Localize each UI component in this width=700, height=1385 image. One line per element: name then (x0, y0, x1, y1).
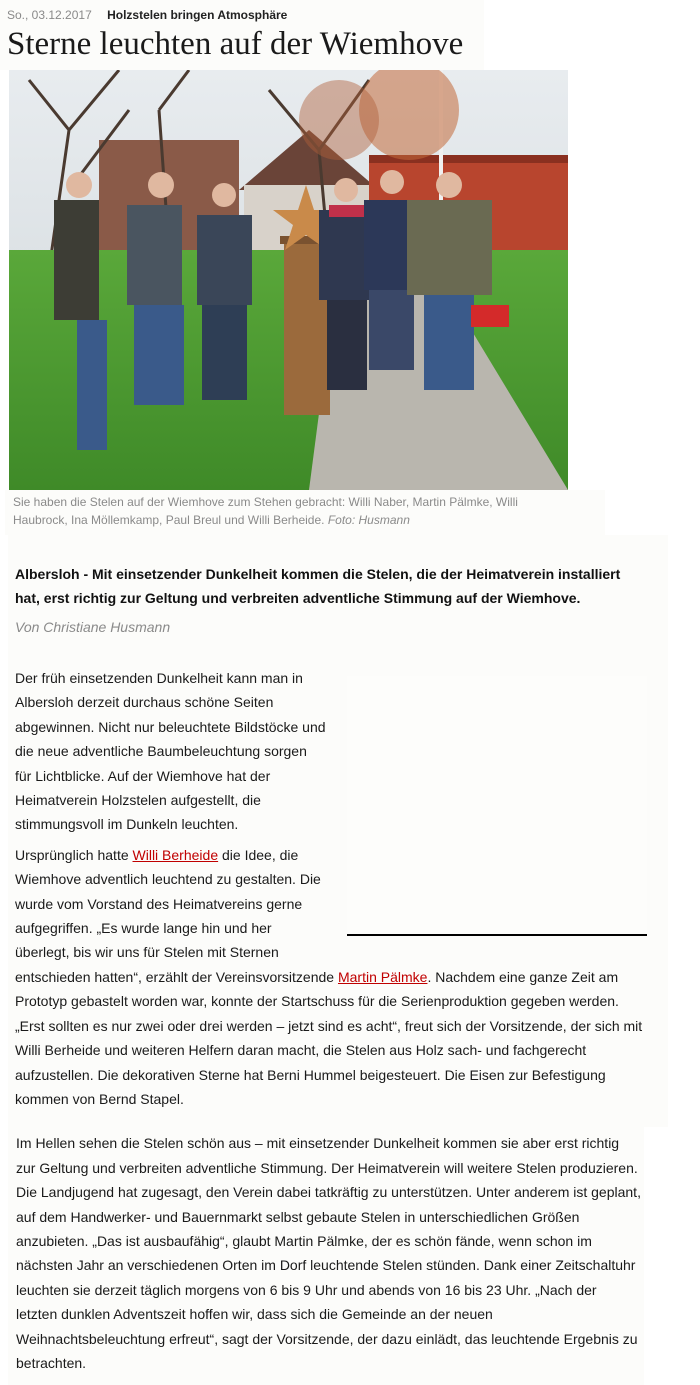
ad-placeholder (347, 676, 647, 936)
article-lead: Albersloh - Mit einsetzender Dunkelheit kommen die Stelen, die der Heimatverein installiert hat, erst richtig zur Geltung und verbreiten adventliche Stimmung auf der Wiemhove. (15, 566, 621, 606)
publish-date: So., 03.12.2017 (7, 8, 92, 22)
photo-caption (13, 493, 573, 529)
link-willi-berheide[interactable]: Willi Berheide (132, 846, 219, 863)
article-meta (7, 8, 287, 22)
paragraph-2-text: . Nachdem eine ganze Zeit am Prototyp gebastelt worden war, konnte der Startschuss für die Serienproduktion gegeben werden. „Erst sollten es nur zwei oder drei werden – jetzt sind es acht“, freut sich der Vorsitzende, der sich mit Willi Berheide und weiteren Helfern daran macht, die Stelen aus Holz sach- und fachgerecht aufzustellen. Die dekorativen Sterne hat Berni Hummel beigesteuert. Die Eisen zur Befestigung kommen von Bernd Stapel. (15, 968, 643, 1107)
headline: Sterne leuchten auf der Wiemhove (7, 26, 464, 62)
paragraph-1: Der früh einsetzenden Dunkelheit kann man in Albersloh derzeit durchaus schöne Seiten abgewinnen. Nicht nur beleuchtete Bildstöcke und die neue adventliche Baumbeleuchtung sorgen für Lichtblicke. Auf der Wiemhove hat der Heimatverein Holzstelen aufgestellt, die stimmungsvoll im Dunkeln leuchten. (15, 670, 326, 833)
photo-credit: Foto: Husmann (327, 513, 410, 527)
kicker: Holzstelen bringen Atmosphäre (107, 8, 288, 22)
article-photo[interactable] (9, 70, 568, 490)
caption-box (5, 490, 605, 535)
article-body-box (8, 535, 668, 1127)
caption-text: Sie haben die Stelen auf der Wiemhove zum Stehen gebracht: Willi Naber, Martin Pälmke, Willi Haubrock, Ina Möllemkamp, Paul Breul und Willi Berheide. (13, 495, 518, 527)
byline: Von Christiane Husmann (15, 619, 171, 635)
paragraph-3-box (8, 1127, 644, 1385)
article-flow (5, 490, 668, 1385)
paragraph-2-text: die Idee, die Wiemhove adventlich leuchtend zu gestalten. Die wurde vom Vorstand des Heimatvereins gerne aufgegriffen. „Es wurde lange hin und her überlegt, bis wir uns für Stelen mit Sternen entschieden hatten“, erzählt der Vereinsvorsitzende (15, 846, 338, 985)
article-body (15, 666, 647, 1111)
link-martin-paelmke[interactable]: Martin Pälmke (337, 968, 428, 985)
paragraph-3: Im Hellen sehen die Stelen schön aus – mit einsetzender Dunkelheit kommen sie aber erst richtig zur Geltung und verbreiten adventliche Stimmung. Der Heimatverein will weitere Stelen produzieren. Die Landjugend hat zugesagt, den Verein dabei tatkräftig zu unterstützen. Unter anderem ist geplant, auf dem Handwerker- und Bauernmarkt selbst gebaute Stelen in unterschiedlichen Größen anzubieten. „Das ist ausbaufähig“, glaubt Martin Pälmke, der es schön fände, wenn schon im nächsten Jahr an verschiedenen Orten im Dorf leuchtende Stelen stünden. Dank einer Zeitschaltuhr leuchten sie derzeit täglich morgens von 6 bis 9 Uhr und abends von 16 bis 23 Uhr. „Nach der letzten dunklen Adventszeit hoffen wir, dass sich die Gemeinde an der neuen Weihnachtsbeleuchtung erfreut“, sagt der Vorsitzende, der dazu einlädt, das leuchtende Ergebnis zu betrachten. (16, 1135, 641, 1371)
paragraph-2-text: Ursprünglich hatte (15, 846, 133, 863)
group-photo-image (9, 70, 568, 490)
